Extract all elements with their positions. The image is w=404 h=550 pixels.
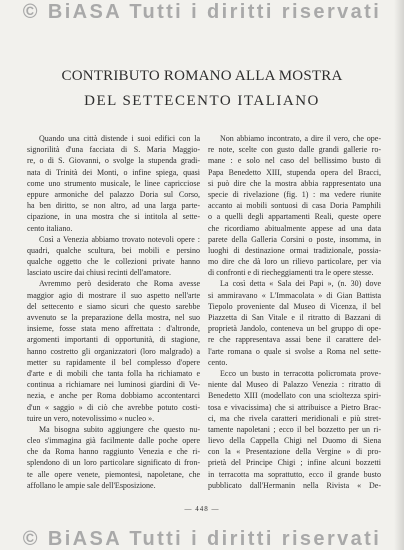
text-line: signorilità d'una facciata di S. Maria Maggio- [27, 145, 200, 155]
right-column [208, 133, 381, 491]
text-line: come uno strumento musicale, le linee capricciose [27, 178, 200, 188]
text-line: continua a richiamare nei luminosi giardini di Ve- [27, 380, 200, 390]
page-number: — 448 — [184, 505, 220, 513]
text-line: d'un « saggio » di ciò che avrebbe potuto costi- [27, 402, 200, 412]
text-line: Ma bisogna subito aggiungere che questo nu- [39, 424, 200, 434]
text-line: proprietà Jandolo, conteneva un bel gruppo di ope- [208, 324, 381, 334]
text-line: tosa e vivacissima) che si attribuisce a Pietro Brac- [208, 402, 381, 412]
text-line: qualche oggetto che le collezioni private hanno [27, 257, 200, 267]
text-line: cento italiano. [27, 223, 73, 233]
text-line: si ammiravano « L'Immacolata » di Gian Battista [208, 290, 381, 300]
text-line: niente dal Museo di Palazzo Venezia : ritratto di [208, 380, 381, 390]
text-line: parete della Galleria Corsini o poste, insomma, in [208, 234, 381, 244]
text-line: maggior agio di mostrare il suo aspetto nell'arte [27, 290, 200, 300]
text-line: tamente napoletani ; ecco il bel bozzetto per un ri- [208, 424, 381, 434]
text-line: ci, ma che rivela caratteri meridionali e più stret- [208, 413, 381, 423]
text-line: Benedetto XIII (modellato con una scioltezza spiri- [208, 391, 381, 401]
text-line: nata di Trinità dei Monti, o infine spiega, quasi [27, 167, 200, 177]
paragraph [208, 278, 381, 368]
text-line: che da Roma hanno raggiunto Venezia e che ri- [27, 447, 200, 457]
text-line: Così a Venezia abbiamo trovato notevoli opere : [39, 234, 200, 244]
text-line: l'arte romana o quale si svolse a Roma nel sette- [208, 346, 381, 356]
text-line: quadri, qualche scultura, bei mobili e persino [27, 245, 200, 255]
text-line: re che rappresentava assai bene il carattere del- [208, 335, 381, 345]
title-line-1: CONTRIBUTO ROMANO ALLA MOSTRA [61, 68, 343, 84]
text-line: cleo s'immagina già facilmente dalle poche opere [27, 436, 200, 446]
text-line: di confronti e di riecheggiamenti tra le opere stesse. [208, 268, 374, 278]
text-line: lasciato uscire dai chiusi recinti dell'amatore. [27, 268, 172, 278]
text-line: con la « Presentazione della Vergine » di pro- [208, 447, 381, 457]
text-line: in terracotta ma soprattutto, ecco il grande busto [208, 469, 381, 479]
text-line: Tiepolo proveniente dal Museo di Vicenza, il bel [208, 301, 381, 311]
paragraph [27, 278, 200, 423]
text-line: del settecento e siamo sicuri che questo sarebbe [27, 301, 200, 311]
text-line: mo dire che dà loro un rilievo particolare, per via [208, 257, 381, 267]
text-line: si può dire che la mostra abbia rappresentato una [208, 178, 381, 188]
watermark-top: © BiASA Tutti i diritti riservati [22, 1, 382, 23]
text-line: d'arte e di mobili che tanta folla ha richiamato e [27, 368, 200, 378]
text-line: lievo della Cappella Chigi nel Duomo di Siena [208, 436, 381, 446]
text-line: avvenuto se la preparazione della mostra, nel suo [27, 313, 200, 322]
text-line: specie di rivelazione (fig. 1) : ma vedere riunite [208, 189, 381, 199]
text-line: Avremmo però desiderato che Roma avesse [39, 279, 200, 289]
left-column [27, 133, 200, 491]
text-line: cento. [208, 357, 228, 367]
paragraph [27, 133, 200, 234]
text-line: eppure armoniche del palazzo Doria sul Corso, [27, 189, 200, 199]
text-line: Papa Benedetto XIII, stupenda opera del Bracci, [208, 167, 381, 177]
text-line: Non abbiamo incontrato, a dire il vero, che ope- [220, 134, 381, 143]
text-line: mane : e solo nel caso del bellissimo busto di [208, 156, 381, 166]
paragraph [208, 368, 381, 491]
text-line: ha ben diritto, se non altro, ad una larga parte- [27, 201, 200, 211]
paragraph [208, 133, 381, 278]
text-line: prietà del Principe Chigi ; infine alcuni bozzetti [208, 458, 381, 468]
text-line: Quando una città distende i suoi edifici con la [39, 134, 200, 143]
text-line: splendono di un loro particolare significato di fron- [27, 458, 200, 468]
text-line: tuire un vero, notevolissimo « nucleo ». [27, 413, 155, 423]
text-line: te alle opere venete, piemontesi, napoletane, che [27, 469, 200, 479]
text-line: argomenti importanti di opportunità, di stagione, [27, 335, 200, 345]
watermark-bottom: © BiASA Tutti i diritti riservati [22, 528, 382, 550]
text-line: hanno costretto gli organizzatori (loro malgrado) a [27, 346, 200, 356]
text-line: pubblicato dall'Hermanin nella Rivista « De- [208, 480, 381, 490]
title-line-2: DEL SETTECENTO ITALIANO [84, 93, 320, 109]
text-line: re note, scelte con gusto dalle grandi gallerie ro- [208, 145, 381, 155]
text-line: o a quelli degli appartamenti Reali, queste opere [208, 212, 381, 222]
text-line: cipazione, in una mostra che si intitola al sette- [27, 212, 200, 222]
text-line: luoghi di destinazione ormai tradizionale, possia- [208, 245, 381, 255]
text-line: accanto ai mobili sontuosi di casa Doria Pamphili [208, 201, 381, 211]
text-line: metter su rapidamente il bel complesso d'opere [27, 357, 200, 367]
paragraph [27, 424, 200, 491]
text-line: affollano le ampie sale dell'Esposizione. [27, 480, 156, 490]
text-line: insieme, fosse stata meno affrettata : d'altronde, [27, 324, 200, 334]
text-line: La così detta « Sala dei Papi », (n. 30) dove [220, 279, 381, 289]
paragraph [27, 234, 200, 279]
text-line: nezia, e anche per Roma dobbiamo accontentarci [27, 391, 200, 401]
text-line: Piazzetta di San Vitale e il ritratto di Bazzani di [208, 313, 381, 322]
article-title [0, 64, 404, 114]
text-line: che ricordiamo abitualmente appese ad una data [208, 223, 381, 233]
text-line: re, o di S. Giovanni, o svolge la stupenda gradi- [27, 156, 200, 166]
text-line: Ecco un busto in terracotta policromata prove- [220, 368, 381, 378]
